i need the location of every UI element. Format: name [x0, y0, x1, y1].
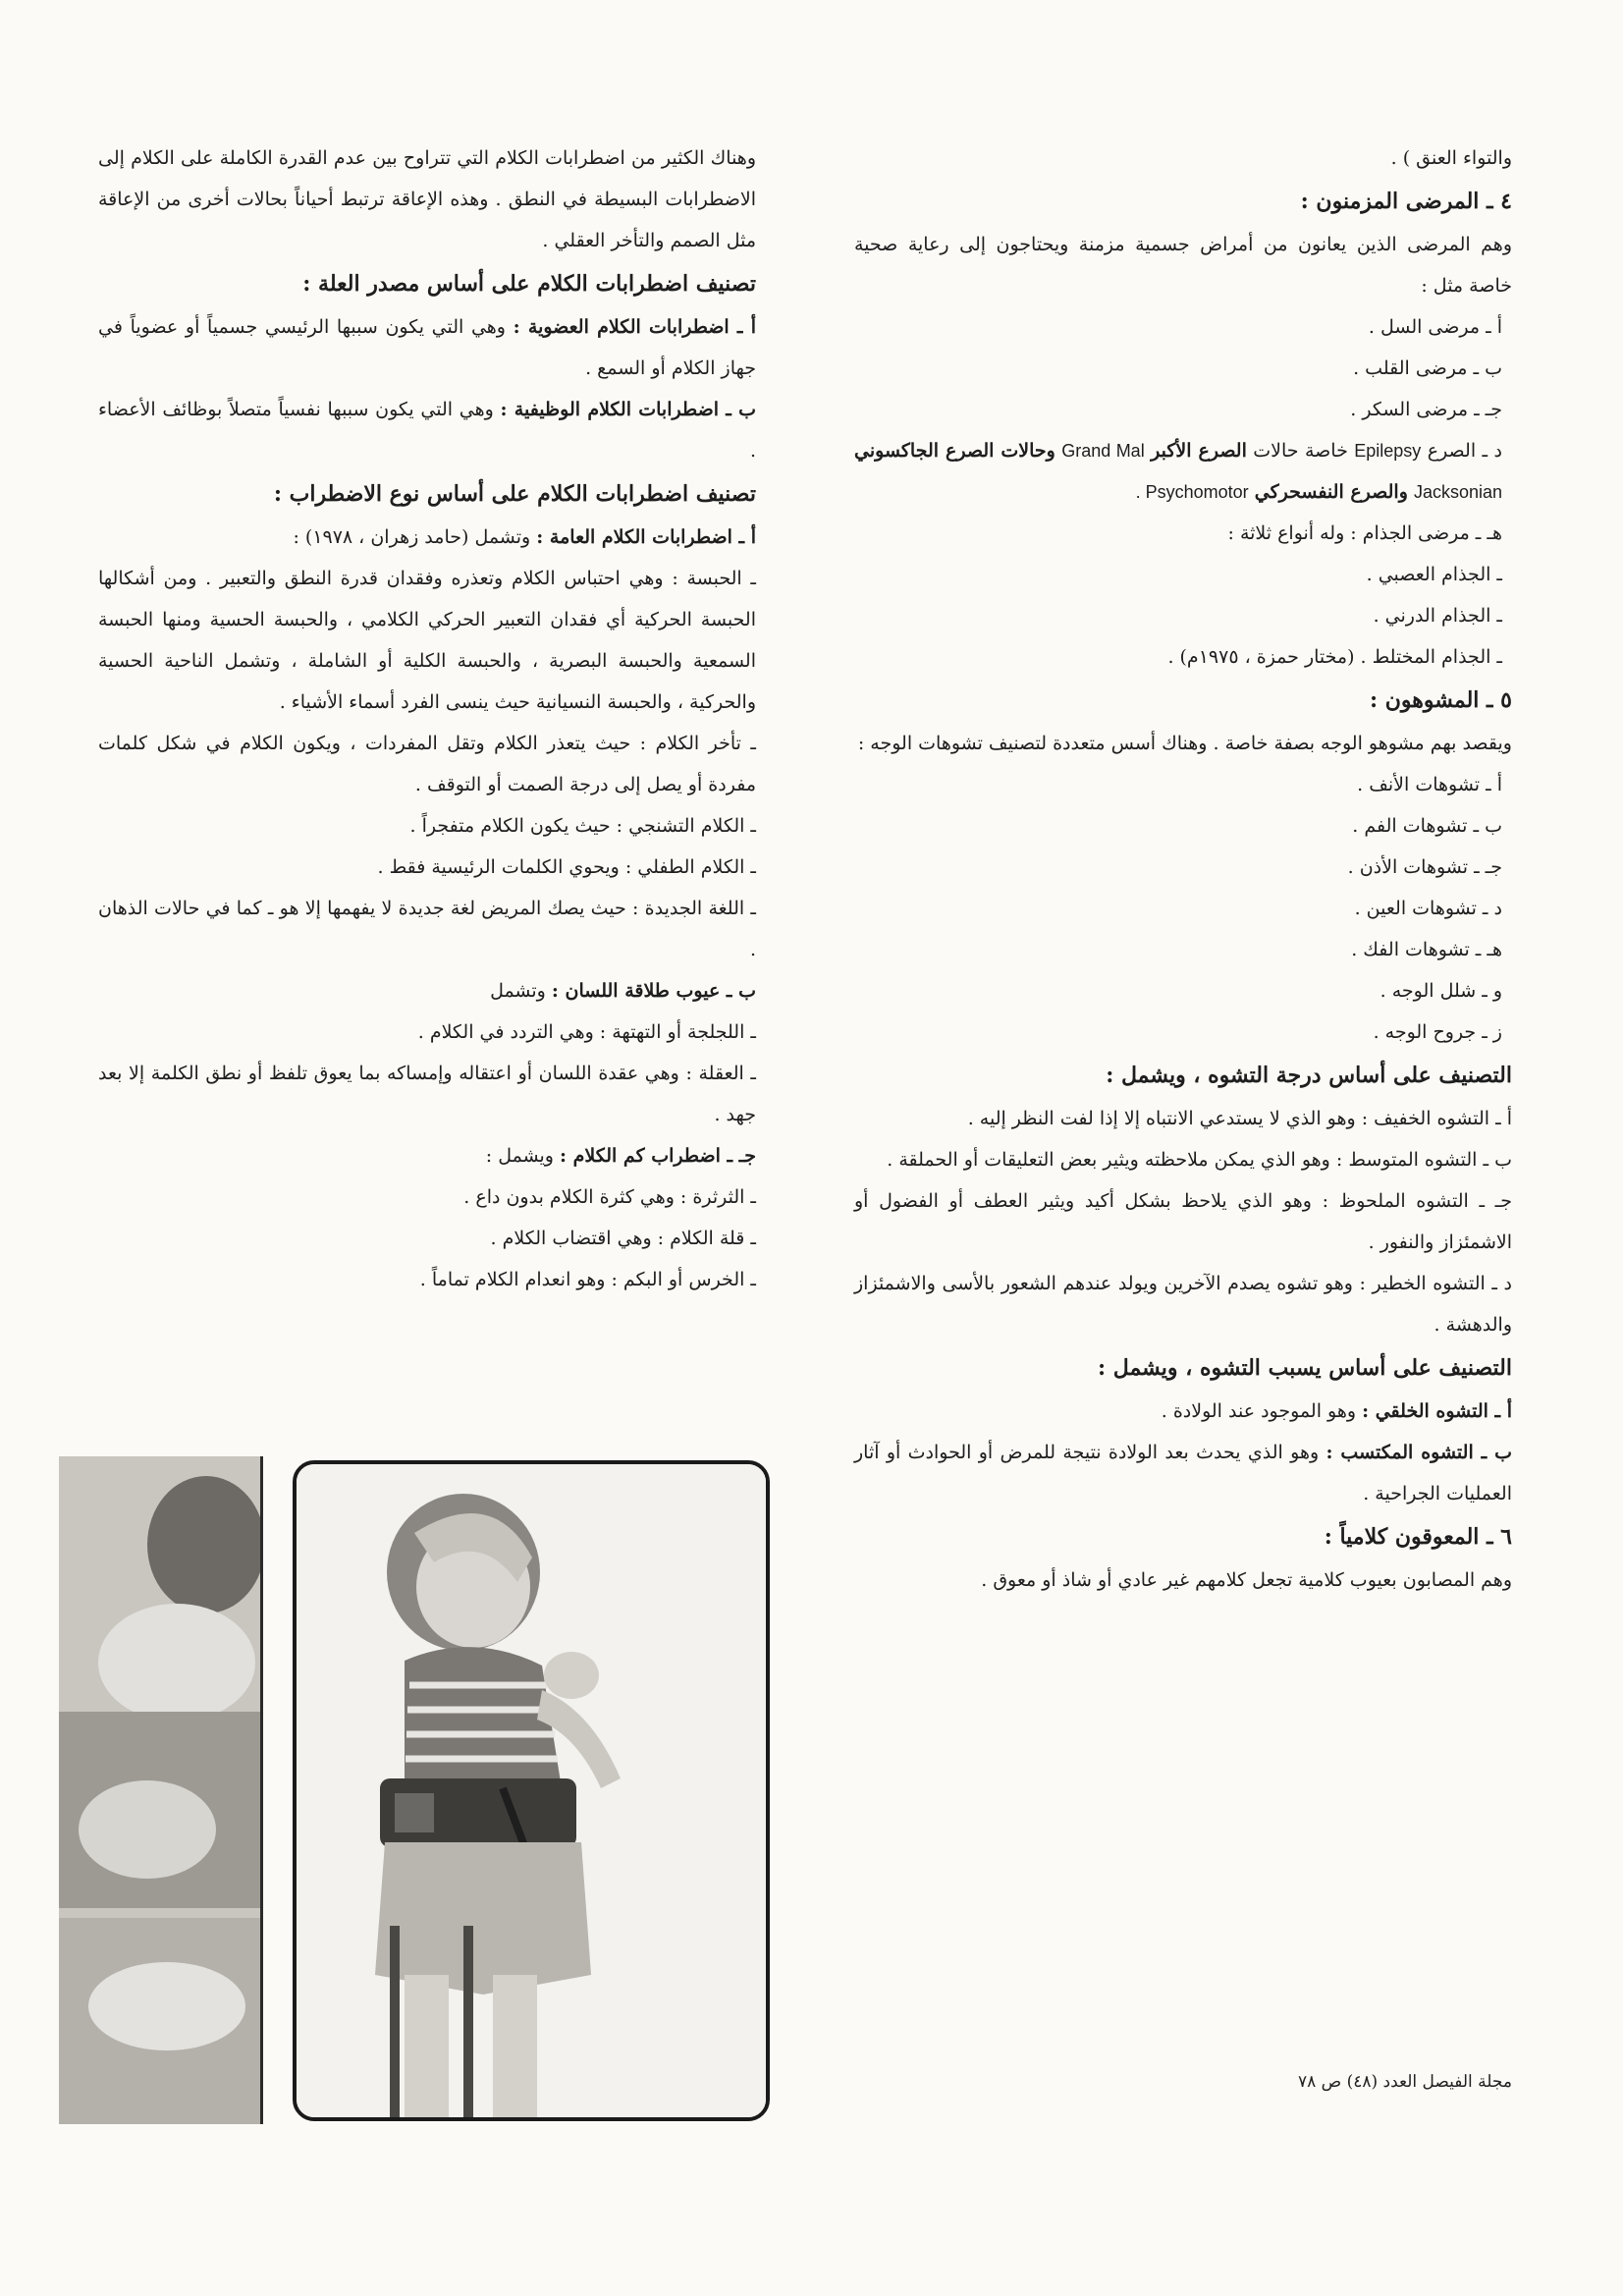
- paragraph: ـ العقلة : وهي عقدة اللسان أو اعتقاله وإمساكه بما يعوق تلفظ أو نطق الكلمة إلا بعد جهد .: [98, 1063, 756, 1125]
- paragraph: [98, 389, 756, 471]
- paragraph-text: وهو الموجود عند الولادة .: [1161, 1400, 1357, 1422]
- paragraph: ـ الحبسة : وهي احتباس الكلام وتعذره وفقدان قدرة النطق والتعبير . ومن أشكالها الحبسة الحركية أي فقدان التعبير الحركي الكلامي ، والحبسة الحسية ومنها الحبسة السمعية والحبسة البصرية ، والحبسة الكلية أو الشاملة ، وتشمل الناحية الحسية والحركية ، والحبسة النسيانية حيث ينسى الفرد أسماء الأشياء .: [98, 568, 756, 713]
- list-item: ب ـ مرضى القلب .: [1353, 357, 1502, 379]
- bold-term: أ ـ التشوه الخلقي :: [1362, 1400, 1512, 1422]
- paragraph-text: وتشمل: [490, 980, 546, 1002]
- paragraph: جـ ـ التشوه الملحوظ : وهو الذي يلاحظ بشكل أكيد ويثير العطف أو الفضول أو الاشمئزاز والنفور .: [854, 1190, 1512, 1253]
- paragraph: أ ـ التشوه الخفيف : وهو الذي لا يستدعي الانتباه إلا إذا لفت النظر إليه .: [967, 1108, 1512, 1129]
- paragraph: ـ الكلام الطفلي : ويحوي الكلمات الرئيسية فقط .: [377, 856, 756, 878]
- list-item: جـ ـ تشوهات الأذن .: [1347, 856, 1502, 878]
- bold-term: جـ ـ اضطراب كم الكلام :: [560, 1145, 756, 1167]
- list-item: أ ـ مرضى السل .: [1368, 316, 1502, 338]
- bold-term: ب ـ عيوب طلاقة اللسان :: [551, 980, 756, 1002]
- latin-term: Psychomotor .: [1135, 482, 1249, 502]
- paragraph: ب ـ التشوه المتوسط : وهو الذي يمكن ملاحظته ويثير بعض التعليقات أو الحملقة .: [887, 1149, 1512, 1171]
- paragraph-text: وتشمل (حامد زهران ، ١٩٧٨) :: [293, 526, 531, 548]
- paragraph: ـ قلة الكلام : وهي اقتضاب الكلام .: [490, 1228, 756, 1249]
- list-item: ـ الجذام الدرني .: [1373, 605, 1502, 627]
- paragraph: وهم المرضى الذين يعانون من أمراض جسمية مزمنة ويحتاجون إلى رعاية صحية خاصة مثل :: [854, 234, 1512, 297]
- photo-child-with-brace: [293, 1460, 770, 2121]
- paragraph: [854, 1432, 1512, 1514]
- section-heading: تصنيف اضطرابات الكلام على أساس مصدر العلة :: [302, 271, 756, 297]
- section-heading: تصنيف اضطرابات الكلام على أساس نوع الاضطراب :: [273, 481, 756, 507]
- paragraph: [98, 306, 756, 389]
- photo-illustration: [297, 1464, 766, 2117]
- list-item: ـ الجذام العصبي .: [1366, 564, 1502, 585]
- bold-term: ب ـ اضطرابات الكلام الوظيفية :: [500, 399, 756, 420]
- bold-term: والصرع النفسحركي: [1254, 481, 1408, 503]
- paragraph: والتواء العنق ) .: [1390, 147, 1512, 169]
- paragraph: وهناك الكثير من اضطرابات الكلام التي تتراوح بين عدم القدرة الكاملة على الكلام إلى الاضطرابات البسيطة في النطق . وهذه الإعاقة ترتبط أحياناً بحالات أخرى من الإعاقة مثل الصمم والتأخر العقلي .: [98, 147, 756, 251]
- photo-cropped-children: [59, 1456, 263, 2124]
- list-item: ـ الجذام المختلط . (مختار حمزة ، ١٩٧٥م) .: [1167, 646, 1502, 668]
- list-item: هـ ـ مرضى الجذام : وله أنواع ثلاثة :: [1227, 522, 1502, 544]
- paragraph: ـ اللغة الجديدة : حيث يصك المريض لغة جديدة لا يفهمها إلا هو ـ كما في حالات الذهان .: [98, 898, 756, 960]
- paragraph: [98, 517, 756, 558]
- list-item: [854, 430, 1512, 513]
- bold-term: أ ـ اضطرابات الكلام العضوية :: [513, 316, 757, 338]
- list-item: ب ـ تشوهات الفم .: [1352, 815, 1502, 837]
- page-footer: مجلة الفيصل العدد (٤٨) ص ٧٨: [1297, 2072, 1512, 2092]
- paragraph: [854, 1391, 1512, 1432]
- paragraph-text: وهي التي يكون سببها نفسياً متصلاً بوظائف الأعضاء .: [98, 399, 756, 462]
- section-heading: التصنيف على أساس يسبب التشوه ، ويشمل :: [1098, 1355, 1512, 1381]
- latin-term: Jacksonian: [1413, 482, 1502, 502]
- paragraph: [98, 1135, 756, 1176]
- list-item: ز ـ جروح الوجه .: [1373, 1021, 1502, 1043]
- paragraph: [98, 970, 756, 1011]
- bold-term: ب ـ التشوه المكتسب :: [1325, 1442, 1512, 1463]
- section-heading: ٦ ـ المعوقون كلامياً :: [1324, 1524, 1512, 1550]
- paragraph: ـ الكلام التشنجي : حيث يكون الكلام متفجراً .: [409, 815, 756, 837]
- paragraph-text: وهي التي يكون سببها الرئيسي جسمياً أو عضوياً في جهاز الكلام أو السمع .: [98, 316, 756, 379]
- section-heading: ٤ ـ المرضى المزمنون :: [1300, 189, 1512, 214]
- paragraph-text: ويشمل :: [485, 1145, 554, 1167]
- photo-illustration: [59, 1456, 260, 2124]
- paragraph: د ـ التشوه الخطير : وهو تشوه يصدم الآخرين ويولد عندهم الشعور بالأسى والاشمئزاز والدهشة .: [854, 1273, 1512, 1336]
- paragraph: وهم المصابون بعيوب كلامية تجعل كلامهم غير عادي أو شاذ أو معوق .: [981, 1569, 1512, 1591]
- list-item-text: خاصة حالات: [1253, 440, 1348, 462]
- list-item: و ـ شلل الوجه .: [1380, 980, 1502, 1002]
- paragraph: ـ الثرثرة : وهي كثرة الكلام بدون داع .: [463, 1186, 756, 1208]
- list-item: د ـ تشوهات العين .: [1354, 898, 1502, 919]
- paragraph: ـ اللجلجة أو التهتهة : وهي التردد في الكلام .: [417, 1021, 756, 1043]
- right-column: [854, 137, 1512, 1601]
- paragraph-text: وهو الذي يحدث بعد الولادة نتيجة للمرض أو الحوادث أو آثار العمليات الجراحية .: [854, 1442, 1512, 1504]
- bold-term: أ ـ اضطرابات الكلام العامة :: [536, 526, 756, 548]
- paragraph: ـ الخرس أو البكم : وهو انعدام الكلام تماماً .: [419, 1269, 756, 1290]
- section-heading: ٥ ـ المشوهون :: [1369, 687, 1512, 713]
- latin-term: Epilepsy: [1354, 441, 1422, 461]
- left-column: [98, 137, 756, 1300]
- bold-term: وحالات الصرع الجاكسوني: [854, 440, 1055, 462]
- list-item: أ ـ تشوهات الأنف .: [1357, 774, 1502, 795]
- list-item: جـ ـ مرضى السكر .: [1350, 399, 1502, 420]
- latin-term: Grand Mal: [1061, 441, 1145, 461]
- list-item-text: د ـ الصرع: [1427, 440, 1502, 462]
- paragraph: ـ تأخر الكلام : حيث يتعذر الكلام وتقل المفردات ، ويكون الكلام في شكل كلمات مفردة أو يصل إلى درجة الصمت أو التوقف .: [98, 733, 756, 795]
- section-heading: التصنيف على أساس درجة التشوه ، ويشمل :: [1106, 1063, 1512, 1088]
- paragraph: ويقصد بهم مشوهو الوجه بصفة خاصة . وهناك أسس متعددة لتصنيف تشوهات الوجه :: [857, 733, 1512, 754]
- list-item: هـ ـ تشوهات الفك .: [1351, 939, 1502, 960]
- bold-term: الصرع الأكبر: [1151, 440, 1247, 462]
